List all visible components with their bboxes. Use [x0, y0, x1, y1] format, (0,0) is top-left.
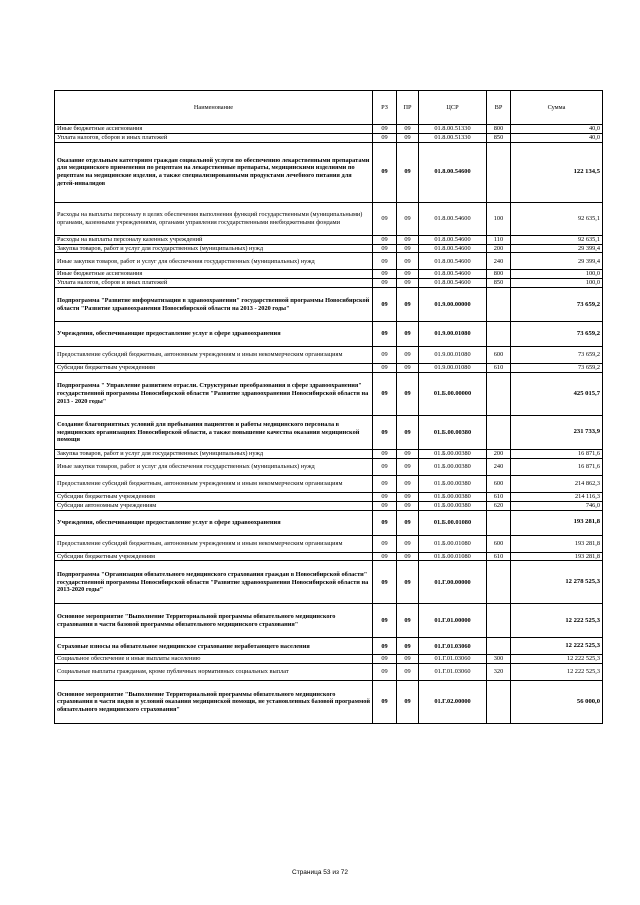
- row-sum-cell: 73 659,2: [511, 364, 603, 373]
- row-csr-cell: 01.Г.01.00000: [419, 604, 487, 638]
- row-name-cell: Иные закупки товаров, работ и услуг для обеспечения государственных (муниципальных) нужд: [55, 458, 373, 475]
- row-rz-cell: 09: [373, 288, 397, 322]
- row-sum-cell: 73 659,2: [511, 322, 603, 347]
- table-row: [55, 492, 603, 501]
- row-sum-cell: 746,0: [511, 501, 603, 510]
- row-rz-cell: 09: [373, 535, 397, 552]
- row-name-cell: Уплата налогов, сборов и иных платежей: [55, 279, 373, 288]
- row-pr-cell: 09: [397, 492, 419, 501]
- row-rz-cell: 09: [373, 552, 397, 561]
- row-pr-cell: 09: [397, 535, 419, 552]
- row-rz-cell: 09: [373, 450, 397, 459]
- row-rz-cell: 09: [373, 458, 397, 475]
- row-sum-cell: 40,0: [511, 133, 603, 142]
- row-csr-cell: 01.8.00.54600: [419, 202, 487, 235]
- row-rz-cell: 09: [373, 655, 397, 664]
- row-vr-cell: 110: [487, 235, 511, 244]
- row-pr-cell: 09: [397, 373, 419, 416]
- row-rz-cell: 09: [373, 347, 397, 364]
- row-csr-cell: 01.Б.00.01080: [419, 510, 487, 535]
- row-csr-cell: 01.8.00.54600: [419, 244, 487, 253]
- row-sum-cell: 12 222 525,3: [511, 638, 603, 655]
- row-pr-cell: 09: [397, 501, 419, 510]
- row-sum-cell: 73 659,2: [511, 288, 603, 322]
- row-csr-cell: 01.Б.00.01080: [419, 535, 487, 552]
- row-sum-cell: 16 871,6: [511, 458, 603, 475]
- table-row: [55, 253, 603, 270]
- row-name-cell: Расходы на выплаты персоналу казенных учреждений: [55, 235, 373, 244]
- row-pr-cell: 09: [397, 655, 419, 664]
- row-name-cell: Субсидии бюджетным учреждениям: [55, 552, 373, 561]
- table-row: [55, 561, 603, 604]
- header-vr: ВР: [487, 91, 511, 125]
- row-pr-cell: 09: [397, 681, 419, 724]
- row-csr-cell: 01.Б.00.00000: [419, 373, 487, 416]
- row-csr-cell: 01.8.00.54600: [419, 253, 487, 270]
- table-row: [55, 270, 603, 279]
- row-rz-cell: 09: [373, 202, 397, 235]
- table-row: [55, 125, 603, 134]
- budget-table: [54, 90, 603, 724]
- row-csr-cell: 01.8.00.54600: [419, 142, 487, 202]
- row-rz-cell: 09: [373, 133, 397, 142]
- row-vr-cell: [487, 416, 511, 450]
- row-vr-cell: 800: [487, 270, 511, 279]
- row-vr-cell: [487, 142, 511, 202]
- table-body: [55, 125, 603, 724]
- row-vr-cell: 200: [487, 244, 511, 253]
- row-sum-cell: 92 635,1: [511, 202, 603, 235]
- row-vr-cell: [487, 510, 511, 535]
- row-csr-cell: 01.8.00.54600: [419, 279, 487, 288]
- table-row: [55, 501, 603, 510]
- table-row: [55, 279, 603, 288]
- row-vr-cell: [487, 288, 511, 322]
- row-csr-cell: 01.8.00.54600: [419, 270, 487, 279]
- table-row: [55, 552, 603, 561]
- header-rz: РЗ: [373, 91, 397, 125]
- row-sum-cell: 193 281,8: [511, 510, 603, 535]
- row-csr-cell: 01.Б.00.00380: [419, 416, 487, 450]
- row-vr-cell: [487, 322, 511, 347]
- row-rz-cell: 09: [373, 373, 397, 416]
- row-rz-cell: 09: [373, 244, 397, 253]
- row-rz-cell: 09: [373, 510, 397, 535]
- row-pr-cell: 09: [397, 638, 419, 655]
- row-name-cell: Субсидии бюджетным учреждениям: [55, 492, 373, 501]
- row-rz-cell: 09: [373, 501, 397, 510]
- row-pr-cell: 09: [397, 253, 419, 270]
- row-vr-cell: 100: [487, 202, 511, 235]
- row-sum-cell: 73 659,2: [511, 347, 603, 364]
- row-name-cell: Субсидии бюджетным учреждениям: [55, 364, 373, 373]
- row-csr-cell: 01.Б.00.01080: [419, 552, 487, 561]
- row-rz-cell: 09: [373, 125, 397, 134]
- row-csr-cell: 01.9.00.01080: [419, 322, 487, 347]
- table-row: [55, 458, 603, 475]
- table-header-row: [55, 91, 603, 125]
- row-sum-cell: 214 116,3: [511, 492, 603, 501]
- row-rz-cell: 09: [373, 270, 397, 279]
- row-vr-cell: 610: [487, 492, 511, 501]
- table-row: [55, 450, 603, 459]
- row-name-cell: Уплата налогов, сборов и иных платежей: [55, 133, 373, 142]
- row-pr-cell: 09: [397, 244, 419, 253]
- row-pr-cell: 09: [397, 364, 419, 373]
- row-csr-cell: 01.Г.01.03060: [419, 638, 487, 655]
- row-sum-cell: 29 399,4: [511, 244, 603, 253]
- row-csr-cell: 01.Б.00.00380: [419, 501, 487, 510]
- row-rz-cell: 09: [373, 142, 397, 202]
- row-vr-cell: 610: [487, 364, 511, 373]
- row-name-cell: Закупка товаров, работ и услуг для государственных (муниципальных) нужд: [55, 244, 373, 253]
- row-name-cell: Страховые взносы на обязательное медицинское страхование неработающего населения: [55, 638, 373, 655]
- table-row: [55, 475, 603, 492]
- row-rz-cell: 09: [373, 561, 397, 604]
- row-pr-cell: 09: [397, 458, 419, 475]
- row-vr-cell: 850: [487, 133, 511, 142]
- table-row: [55, 510, 603, 535]
- row-pr-cell: 09: [397, 416, 419, 450]
- row-csr-cell: 01.Г.02.00000: [419, 681, 487, 724]
- row-rz-cell: 09: [373, 322, 397, 347]
- row-sum-cell: 214 862,3: [511, 475, 603, 492]
- row-vr-cell: [487, 604, 511, 638]
- row-rz-cell: 09: [373, 604, 397, 638]
- table-row: [55, 133, 603, 142]
- header-csr: ЦСР: [419, 91, 487, 125]
- table-row: [55, 347, 603, 364]
- row-pr-cell: 09: [397, 561, 419, 604]
- row-csr-cell: 01.Г.01.03060: [419, 655, 487, 664]
- row-pr-cell: 09: [397, 664, 419, 681]
- row-csr-cell: 01.Б.00.00380: [419, 450, 487, 459]
- row-name-cell: Создание благоприятных условий для пребывания пациентов и работы медицинского персонала в медицинских организациях Новосибирской области, а также повышение качества оказания медицинской помощи: [55, 416, 373, 450]
- row-rz-cell: 09: [373, 681, 397, 724]
- row-vr-cell: 240: [487, 253, 511, 270]
- row-name-cell: Предоставление субсидий бюджетным, автономным учреждениям и иным некоммерческим организациям: [55, 347, 373, 364]
- row-pr-cell: 09: [397, 552, 419, 561]
- row-name-cell: Основное мероприятие "Выполнение Территориальной программы обязательного медицинского страхования в части базовой программы обязательного медицинского страхования": [55, 604, 373, 638]
- row-vr-cell: [487, 681, 511, 724]
- row-vr-cell: [487, 638, 511, 655]
- row-name-cell: Предоставление субсидий бюджетным, автономным учреждениям и иным некоммерческим организациям: [55, 535, 373, 552]
- row-rz-cell: 09: [373, 253, 397, 270]
- row-pr-cell: 09: [397, 202, 419, 235]
- row-name-cell: Закупка товаров, работ и услуг для государственных (муниципальных) нужд: [55, 450, 373, 459]
- row-pr-cell: 09: [397, 288, 419, 322]
- row-name-cell: Оказание отдельным категориям граждан социальной услуги по обеспечению лекарственными препаратами для медицинского применения по рецептам на лекарственные препараты, медицинскими изделиями по рецептам на медицинские изделия, а также специализированными продуктами лечебного питания для детей-инвалидов: [55, 142, 373, 202]
- row-rz-cell: 09: [373, 416, 397, 450]
- table-row: [55, 322, 603, 347]
- row-csr-cell: 01.9.00.01080: [419, 364, 487, 373]
- row-name-cell: Учреждения, обеспечивающие предоставление услуг в сфере здравоохранения: [55, 510, 373, 535]
- row-sum-cell: 12 278 525,3: [511, 561, 603, 604]
- row-pr-cell: 09: [397, 475, 419, 492]
- row-sum-cell: 100,0: [511, 279, 603, 288]
- row-vr-cell: 320: [487, 664, 511, 681]
- row-vr-cell: 850: [487, 279, 511, 288]
- row-vr-cell: [487, 373, 511, 416]
- row-vr-cell: 600: [487, 475, 511, 492]
- row-pr-cell: 09: [397, 450, 419, 459]
- table-row: [55, 535, 603, 552]
- row-vr-cell: 800: [487, 125, 511, 134]
- row-vr-cell: 300: [487, 655, 511, 664]
- row-rz-cell: 09: [373, 664, 397, 681]
- row-pr-cell: 09: [397, 235, 419, 244]
- row-name-cell: Подпрограмма " Управление развитием отрасли. Структурные преобразования в сфере здравоохранения" государственной программы Новосибирской области "Развитие здравоохранения Новосибирской области на 2013 - 2020 годы": [55, 373, 373, 416]
- row-name-cell: Социальное обеспечение и иные выплаты населению: [55, 655, 373, 664]
- row-sum-cell: 29 399,4: [511, 253, 603, 270]
- table-row: [55, 244, 603, 253]
- row-name-cell: Предоставление субсидий бюджетным, автономным учреждениям и иным некоммерческим организациям: [55, 475, 373, 492]
- row-csr-cell: 01.8.00.51330: [419, 125, 487, 134]
- row-sum-cell: 12 222 525,3: [511, 664, 603, 681]
- row-vr-cell: 200: [487, 450, 511, 459]
- row-vr-cell: 620: [487, 501, 511, 510]
- row-rz-cell: 09: [373, 279, 397, 288]
- row-pr-cell: 09: [397, 270, 419, 279]
- row-rz-cell: 09: [373, 638, 397, 655]
- row-vr-cell: 600: [487, 347, 511, 364]
- table-row: [55, 373, 603, 416]
- table-row: [55, 681, 603, 724]
- row-vr-cell: 240: [487, 458, 511, 475]
- row-name-cell: Субсидии автономным учреждениям: [55, 501, 373, 510]
- row-csr-cell: 01.8.00.51330: [419, 133, 487, 142]
- row-sum-cell: 193 281,8: [511, 535, 603, 552]
- page-number: Страница 53 из 72: [292, 869, 348, 876]
- row-sum-cell: 425 015,7: [511, 373, 603, 416]
- row-name-cell: Социальные выплаты гражданам, кроме публичных нормативных социальных выплат: [55, 664, 373, 681]
- row-csr-cell: 01.9.00.01080: [419, 347, 487, 364]
- row-rz-cell: 09: [373, 364, 397, 373]
- row-sum-cell: 231 733,9: [511, 416, 603, 450]
- row-pr-cell: 09: [397, 347, 419, 364]
- row-csr-cell: 01.Г.00.00000: [419, 561, 487, 604]
- row-csr-cell: 01.Б.00.00380: [419, 458, 487, 475]
- row-pr-cell: 09: [397, 510, 419, 535]
- row-sum-cell: 100,0: [511, 270, 603, 279]
- table-row: [55, 664, 603, 681]
- row-sum-cell: 193 281,8: [511, 552, 603, 561]
- row-sum-cell: 12 222 525,3: [511, 604, 603, 638]
- row-pr-cell: 09: [397, 142, 419, 202]
- table-row: [55, 142, 603, 202]
- row-vr-cell: 610: [487, 552, 511, 561]
- row-name-cell: Иные бюджетные ассигнования: [55, 270, 373, 279]
- row-csr-cell: 01.9.00.00000: [419, 288, 487, 322]
- row-name-cell: Подпрограмма "Организация обязательного медицинского страхования граждан в Новосибирской области" государственной программы Новосибирской области "Развитие здравоохранения Новосибирской области на 2013-2020 годы": [55, 561, 373, 604]
- header-pr: ПР: [397, 91, 419, 125]
- table-row: [55, 416, 603, 450]
- table-row: [55, 202, 603, 235]
- row-pr-cell: 09: [397, 125, 419, 134]
- row-csr-cell: 01.Б.00.00380: [419, 492, 487, 501]
- row-sum-cell: 40,0: [511, 125, 603, 134]
- row-name-cell: Учреждения, обеспечивающие предоставление услуг в сфере здравоохранения: [55, 322, 373, 347]
- table-row: [55, 364, 603, 373]
- table-row: [55, 655, 603, 664]
- table-row: [55, 604, 603, 638]
- row-name-cell: Подпрограмма "Развитие информатизации в здравоохранении" государственной программы Новосибирской области "Развитие здравоохранения Новосибирской области на 2013 - 2020 годы": [55, 288, 373, 322]
- row-sum-cell: 12 222 525,3: [511, 655, 603, 664]
- row-rz-cell: 09: [373, 492, 397, 501]
- table-row: [55, 638, 603, 655]
- row-pr-cell: 09: [397, 133, 419, 142]
- row-csr-cell: 01.Б.00.00380: [419, 475, 487, 492]
- row-name-cell: Расходы на выплаты персоналу в целях обеспечения выполнения функций государственными (муниципальными) органами, казенными учреждениями, органами управления государственными внебюджетными фондами: [55, 202, 373, 235]
- row-csr-cell: 01.8.00.54600: [419, 235, 487, 244]
- row-csr-cell: 01.Г.01.03060: [419, 664, 487, 681]
- table-row: [55, 235, 603, 244]
- row-rz-cell: 09: [373, 475, 397, 492]
- row-pr-cell: 09: [397, 322, 419, 347]
- row-sum-cell: 56 000,0: [511, 681, 603, 724]
- row-sum-cell: 92 635,1: [511, 235, 603, 244]
- row-pr-cell: 09: [397, 279, 419, 288]
- row-vr-cell: 600: [487, 535, 511, 552]
- row-sum-cell: 16 871,6: [511, 450, 603, 459]
- row-name-cell: Иные бюджетные ассигнования: [55, 125, 373, 134]
- row-name-cell: Основное мероприятие "Выполнение Территориальной программы обязательного медицинского страхования в части видов и условий оказания медицинской помощи, не установленных базовой программой обязательного медицинского страхования": [55, 681, 373, 724]
- header-name: Наименование: [55, 91, 373, 125]
- header-sum: Сумма: [511, 91, 603, 125]
- table-row: [55, 288, 603, 322]
- row-pr-cell: 09: [397, 604, 419, 638]
- row-rz-cell: 09: [373, 235, 397, 244]
- row-sum-cell: 122 134,5: [511, 142, 603, 202]
- row-name-cell: Иные закупки товаров, работ и услуг для обеспечения государственных (муниципальных) нужд: [55, 253, 373, 270]
- row-vr-cell: [487, 561, 511, 604]
